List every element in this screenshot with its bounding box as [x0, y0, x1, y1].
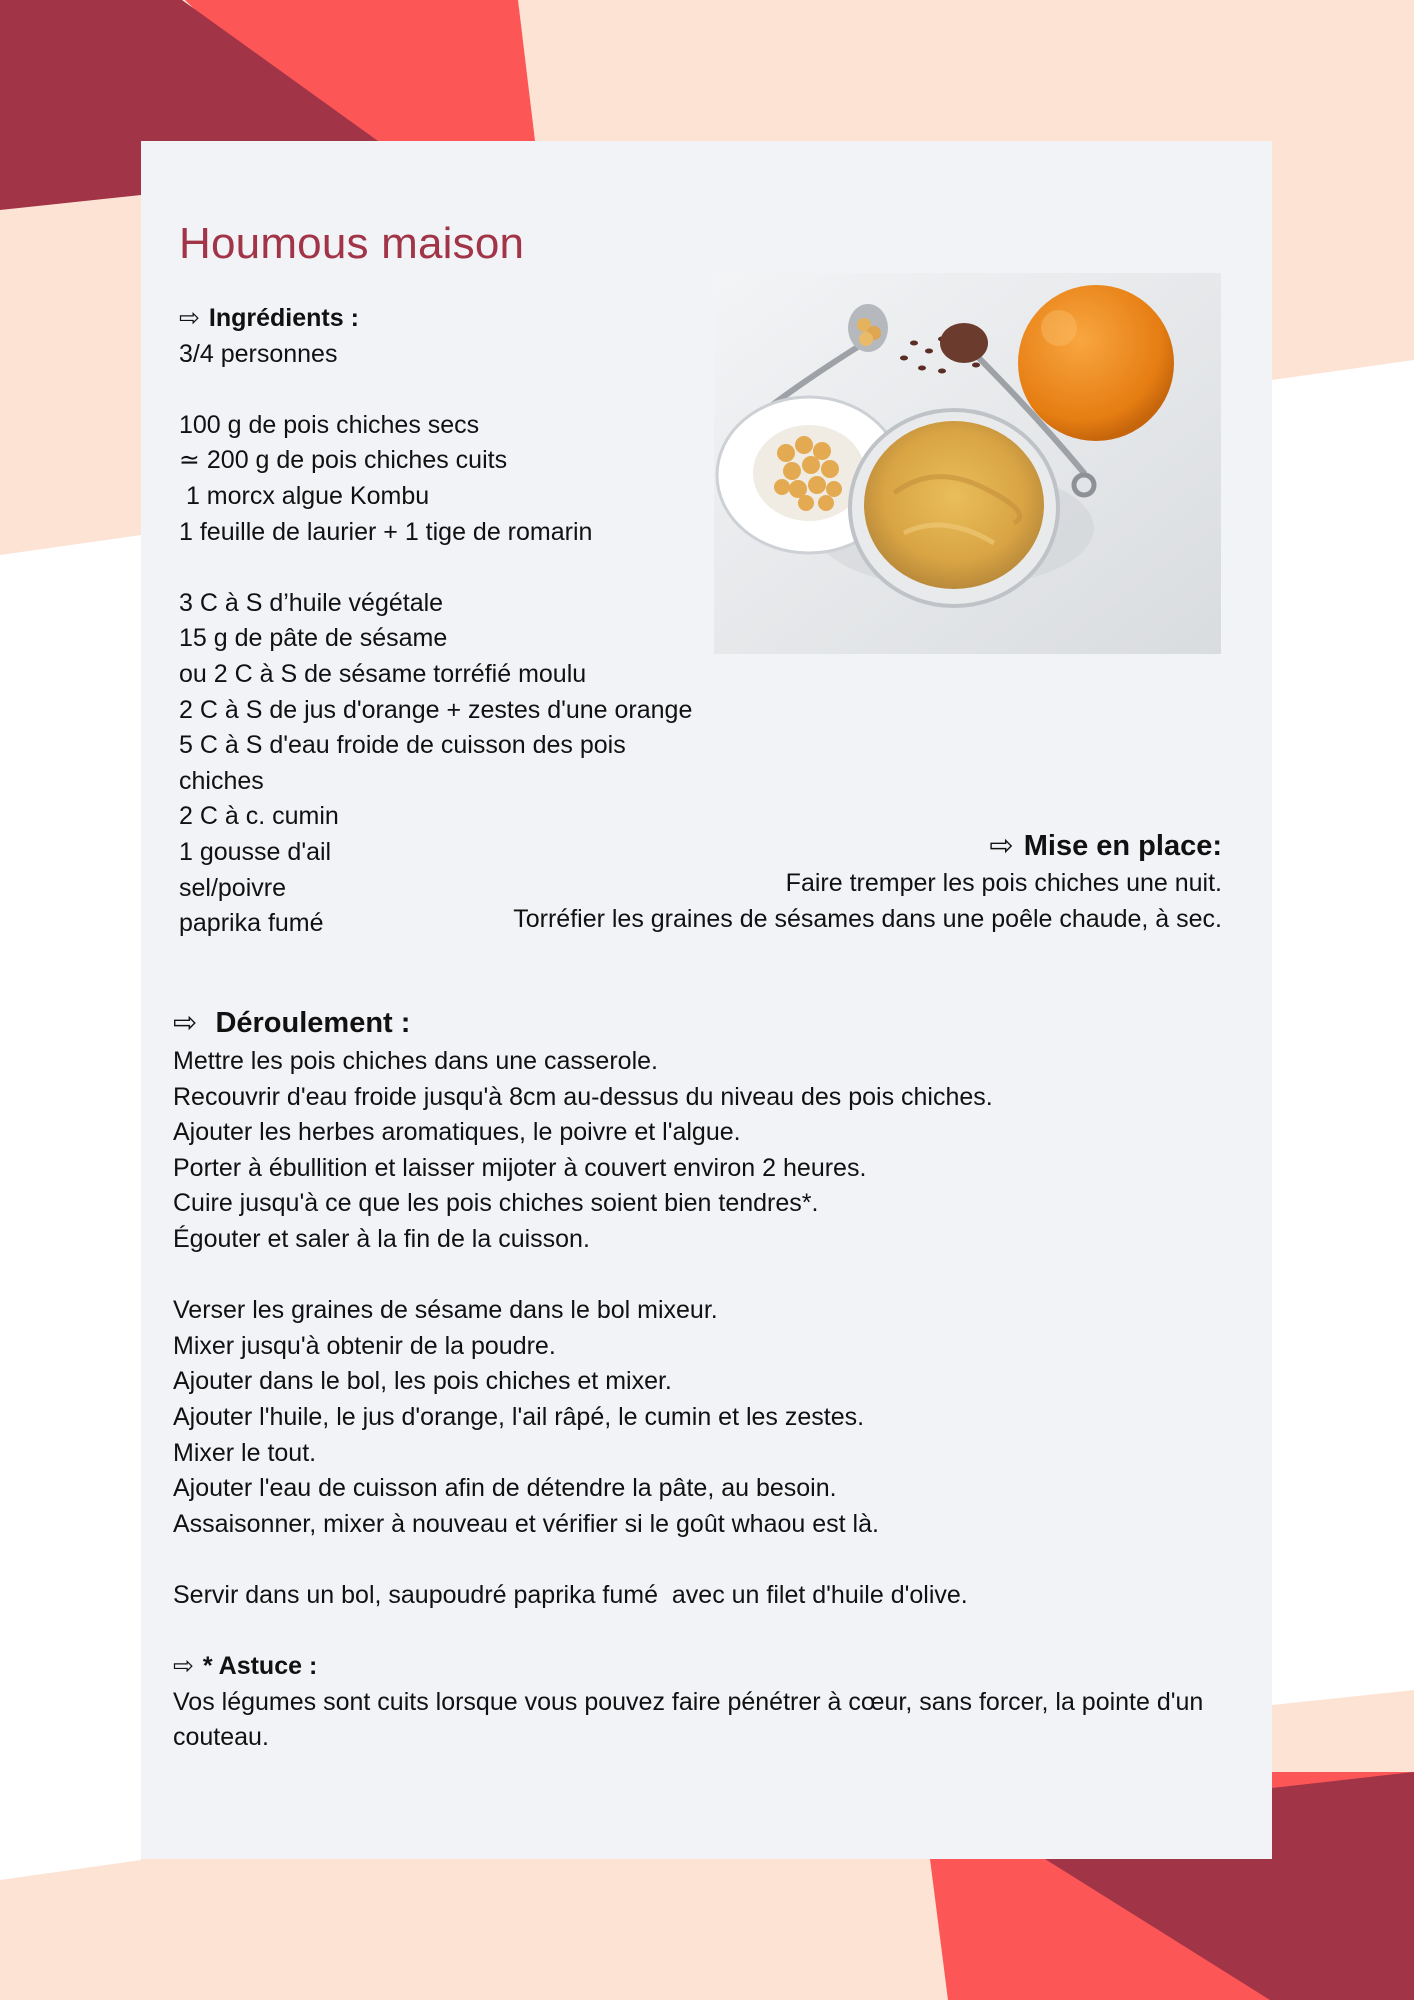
- step-line: Mixer jusqu'à obtenir de la poudre.: [173, 1331, 556, 1360]
- astuce-text: Vos légumes sont cuits lorsque vous pouvez faire pénétrer à cœur, sans forcer, la pointe d'un couteau.: [173, 1687, 1204, 1752]
- mise-en-place-heading: Mise en place:: [1023, 830, 1222, 862]
- ingredient-item: 1 morcx algue Kombu: [179, 481, 430, 510]
- step-line: Ajouter dans le bol, les pois chiches et mixer.: [173, 1367, 672, 1396]
- ingredient-item: 2 C à c. cumin: [179, 802, 339, 831]
- step-line: Assaisonner, mixer à nouveau et vérifier si le goût whaou est là.: [173, 1509, 879, 1538]
- ingredient-item: 100 g de pois chiches secs: [179, 410, 480, 439]
- mise-en-place-section: [322, 826, 1222, 937]
- shape-white-right: [1272, 360, 1414, 1705]
- ingredient-item: 3 C à S d’huile végétale: [179, 588, 444, 617]
- step-line: Porter à ébullition et laisser mijoter à couvert environ 2 heures.: [173, 1153, 867, 1182]
- ingredient-item: ou 2 C à S de sésame torréfié moulu: [179, 659, 587, 688]
- step-line: Mettre les pois chiches dans une casserole.: [173, 1047, 658, 1075]
- ingredient-item: 5 C à S d'eau froide de cuisson des pois: [179, 731, 626, 760]
- arrow-right-icon: ⇨: [989, 830, 1014, 862]
- step-line: Cuire jusqu'à ce que les pois chiches soient bien tendres*.: [173, 1189, 819, 1218]
- shape-white-left: [0, 535, 141, 1880]
- ingredient-item: 2 C à S de jus d'orange + zestes d'une orange: [179, 695, 693, 724]
- step-line: Recouvrir d'eau froide jusqu'à 8cm au-dessus du niveau des pois chiches.: [173, 1082, 993, 1111]
- mise-en-place-line: Faire tremper les pois chiches une nuit.: [785, 869, 1222, 897]
- arrow-right-icon: ⇨: [179, 304, 200, 332]
- step-line: Verser les graines de sésame dans le bol mixeur.: [173, 1296, 718, 1325]
- ingredient-item: ≃ 200 g de pois chiches cuits: [179, 446, 508, 475]
- astuce-heading: * Astuce :: [202, 1652, 318, 1681]
- step-line: Ajouter les herbes aromatiques, le poivre et l'algue.: [173, 1118, 741, 1147]
- recipe-card: [141, 141, 1272, 1859]
- serve-line: Servir dans un bol, saupoudré paprika fumé avec un filet d'huile d'olive.: [173, 1580, 968, 1609]
- ingredient-item: paprika fumé: [179, 909, 324, 938]
- step-line: Mixer le tout.: [173, 1438, 317, 1467]
- ingredient-item: 15 g de pâte de sésame: [179, 624, 448, 653]
- ingredient-item: 1 gousse d'ail: [179, 837, 332, 866]
- ingredient-item: 1 feuille de laurier + 1 tige de romarin: [179, 517, 593, 546]
- step-line: Égouter et saler à la fin de la cuisson.: [173, 1224, 590, 1253]
- ingredient-item: chiches: [179, 766, 264, 795]
- recipe-title: Houmous maison: [179, 219, 525, 268]
- deroulement-section: [173, 1003, 1233, 1756]
- arrow-right-icon: ⇨: [173, 1007, 198, 1039]
- arrow-right-icon: ⇨: [173, 1652, 194, 1681]
- houmous-photo: [714, 273, 1221, 654]
- step-line: Ajouter l'eau de cuisson afin de détendre la pâte, au besoin.: [173, 1474, 837, 1503]
- deroulement-heading: Déroulement :: [215, 1007, 411, 1039]
- step-line: Ajouter l'huile, le jus d'orange, l'ail râpé, le cumin et les zestes.: [173, 1402, 865, 1431]
- servings: 3/4 personnes: [179, 339, 338, 368]
- ingredient-item: sel/poivre: [179, 873, 286, 902]
- mise-en-place-line: Torréfier les graines de sésames dans une poêle chaude, à sec.: [513, 904, 1222, 933]
- ingredients-heading: Ingrédients :: [208, 304, 359, 332]
